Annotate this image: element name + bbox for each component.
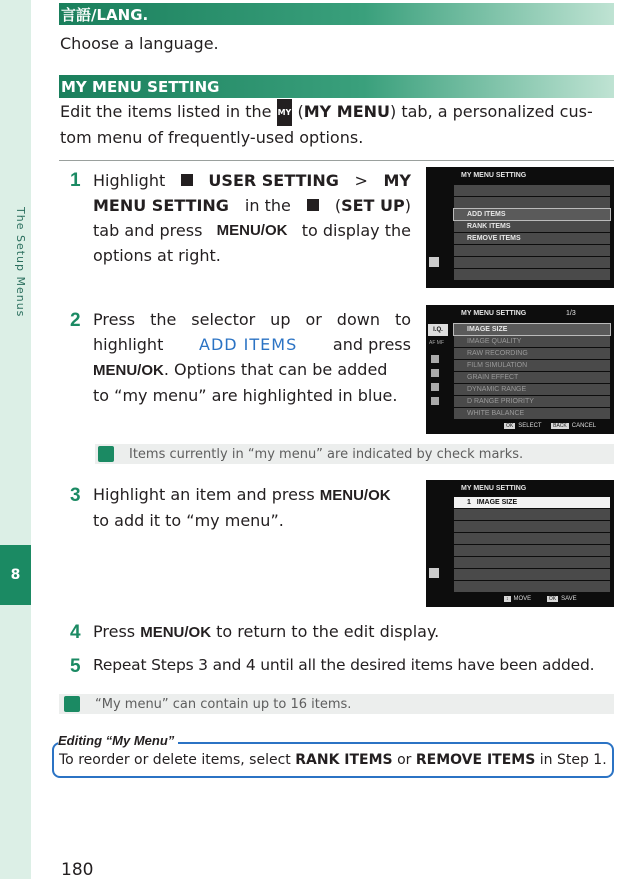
menu-row	[454, 521, 610, 532]
wrench-icon	[429, 568, 439, 578]
menu-row	[454, 569, 610, 580]
step-3-text: Highlight an item and press MENU/OK to add it to “my menu”.	[93, 485, 391, 530]
screen-title: MY MENU SETTING	[461, 172, 527, 179]
chapter-sidebar	[0, 0, 31, 879]
menu-row	[454, 581, 610, 592]
menu-item: IMAGE QUALITY	[467, 338, 522, 345]
flash-icon	[431, 369, 439, 377]
page-number: 180	[61, 860, 94, 880]
menu-row	[454, 545, 610, 556]
menu-row	[454, 533, 610, 544]
menu-row	[454, 185, 610, 196]
menu-item: RAW RECORDING	[467, 350, 528, 357]
editing-box-title: Editing “My Menu”	[58, 733, 178, 748]
note-icon	[98, 446, 114, 462]
menu-item: RANK ITEMS	[467, 223, 511, 230]
step-1-text: Highlight USER SETTING > MY MENU SETTING in the (SET UP) tab and press MENU/OK to display the options at right.	[93, 171, 411, 265]
my-tab-icon: MY	[277, 99, 293, 126]
menu-row	[454, 257, 610, 268]
chapter-tab: 8	[0, 545, 31, 605]
step-number: 1	[70, 170, 81, 191]
screen-hints: ↕ MOVE OK SAVE	[506, 596, 577, 602]
menu-row	[454, 245, 610, 256]
divider	[59, 160, 614, 161]
wrench-icon	[431, 397, 439, 405]
menu-item: 1 IMAGE SIZE	[467, 499, 518, 506]
step-number: 3	[70, 485, 81, 506]
menu-row	[454, 557, 610, 568]
screen-title: MY MENU SETTING	[461, 310, 527, 317]
section-label: The Setup Menus	[14, 207, 27, 318]
my-menu-intro-line1: Edit the items listed in the MY (MY MENU) tab, a personalized cus-	[60, 99, 614, 126]
editing-box-body: To reorder or delete items, select RANK ITEMS or REMOVE ITEMS in Step 1.	[59, 752, 607, 768]
step-number: 4	[70, 622, 81, 643]
menu-item: GRAIN EFFECT	[467, 374, 519, 381]
menu-item: IMAGE SIZE	[467, 326, 508, 333]
wrench-icon	[429, 257, 439, 267]
lang-section-header: 言語/LANG.	[59, 3, 614, 25]
note-icon	[64, 696, 80, 712]
menu-row	[454, 197, 610, 208]
menu-item: WHITE BALANCE	[467, 410, 525, 417]
menu-row	[454, 509, 610, 520]
screen-hints: OK SELECT BACK CANCEL	[506, 423, 597, 429]
camera-icon	[431, 355, 439, 363]
camera-screen-3	[426, 480, 614, 607]
menu-item: ADD ITEMS	[467, 211, 506, 218]
step-number: 5	[70, 656, 81, 677]
wrench-icon	[307, 199, 319, 211]
screen-page: 1/3	[566, 310, 576, 317]
iq-tab: I.Q.	[428, 324, 448, 336]
menu-item: FILM SIMULATION	[467, 362, 528, 369]
step-2-text: Press the selector up or down to highlight ADD ITEMS and press MENU/OK. Options that can be added to “my menu” are highlighted in blue.	[93, 310, 411, 405]
step-4-text: Press MENU/OK to return to the edit display.	[93, 622, 440, 641]
menu-item: REMOVE ITEMS	[467, 235, 521, 242]
note-check-marks: Items currently in “my menu” are indicated by check marks.	[95, 444, 614, 464]
note-limit: “My menu” can contain up to 16 items.	[59, 694, 614, 714]
up-down-icon: ↕	[506, 596, 509, 602]
camera-screen-1	[426, 167, 614, 288]
screen-title: MY MENU SETTING	[461, 485, 527, 492]
movie-icon	[431, 383, 439, 391]
menu-row	[454, 269, 610, 280]
step-number: 2	[70, 310, 81, 331]
menu-item: D RANGE PRIORITY	[467, 398, 534, 405]
lang-description: Choose a language.	[60, 34, 219, 53]
step-5-text: Repeat Steps 3 and 4 until all the desired items have been added.	[93, 656, 595, 674]
my-menu-intro-line2: tom menu of frequently-used options.	[60, 128, 364, 147]
my-menu-section-header: MY MENU SETTING	[59, 75, 614, 98]
wrench-icon	[181, 174, 193, 186]
camera-screen-2	[426, 305, 614, 434]
af-tab: AF MF	[429, 340, 444, 346]
menu-item: DYNAMIC RANGE	[467, 386, 527, 393]
